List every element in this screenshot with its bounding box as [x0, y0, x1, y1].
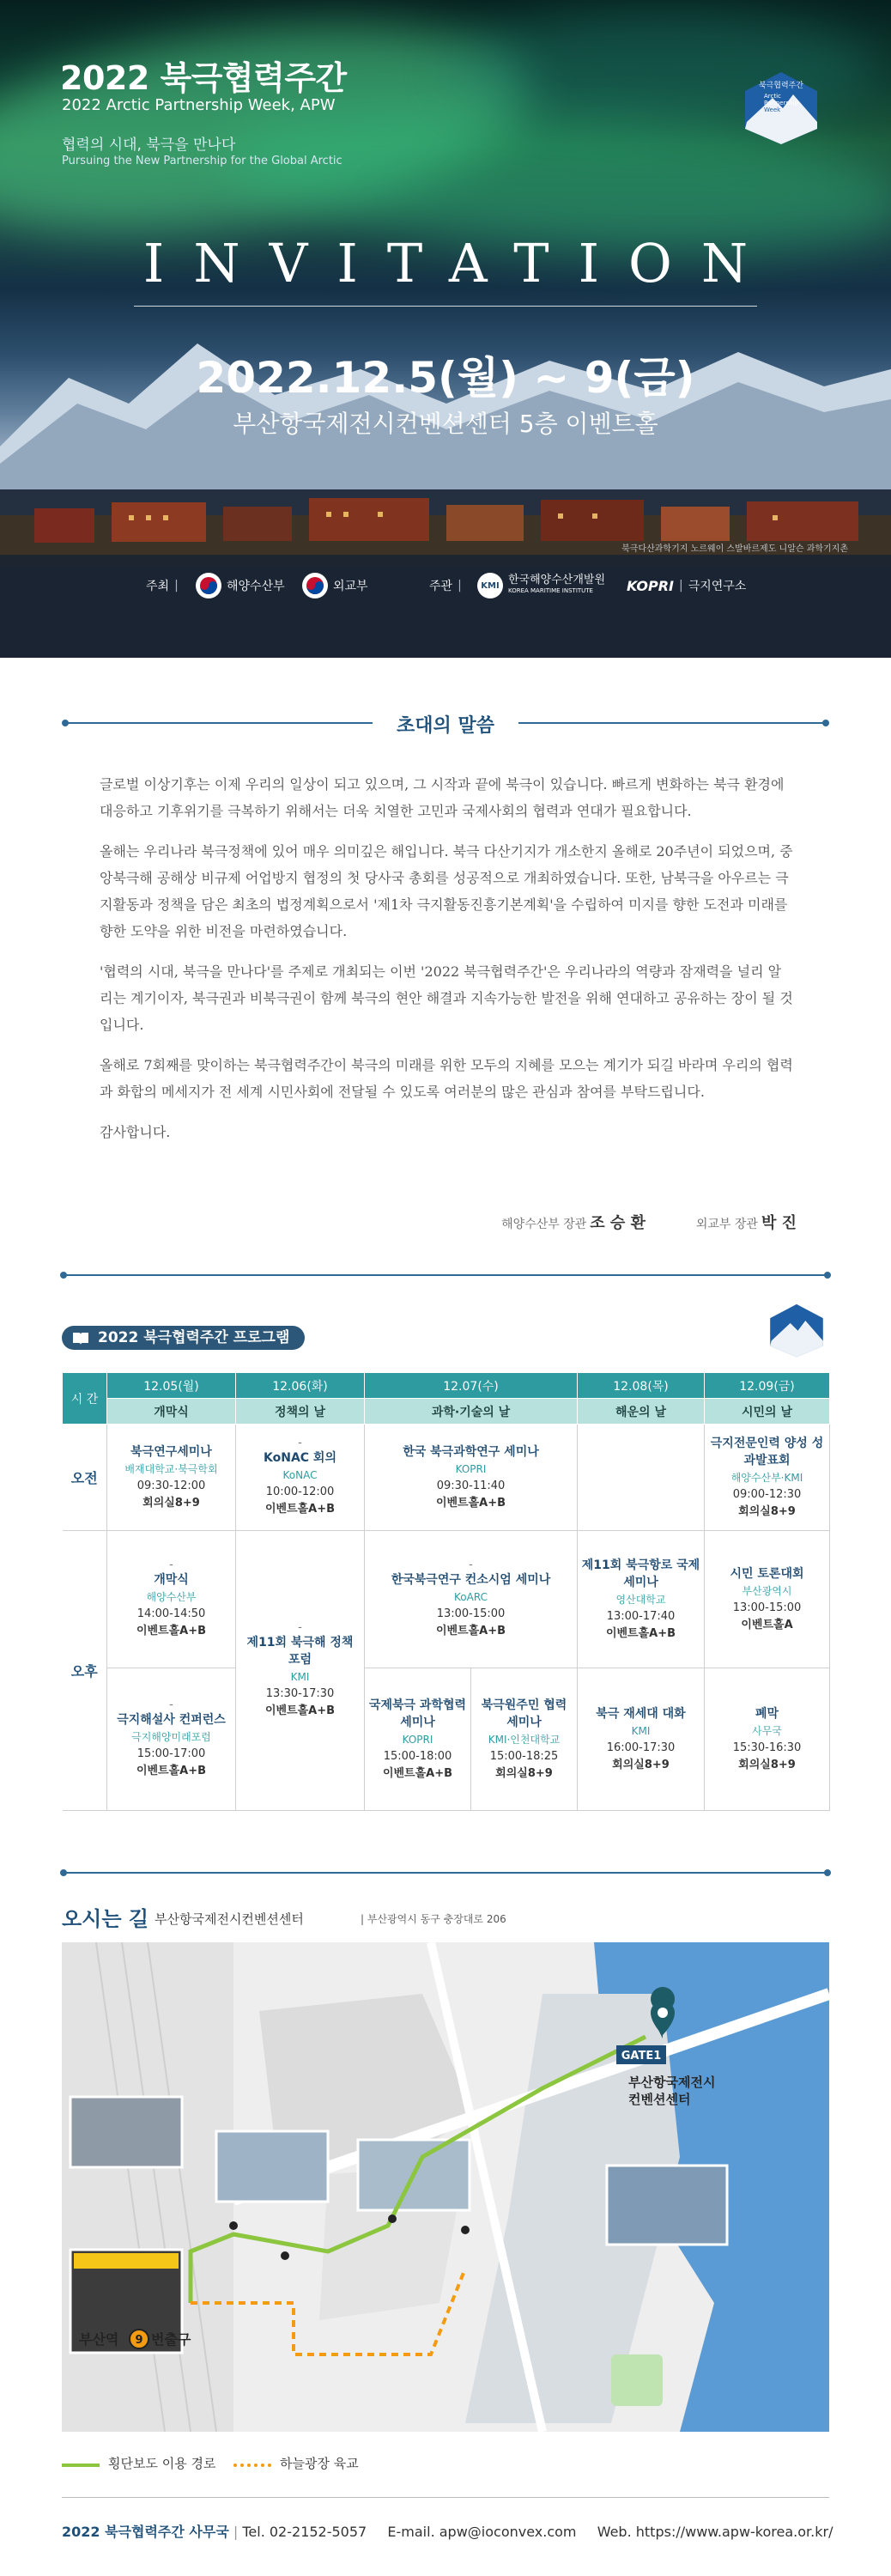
event-title: 시민 토론대회: [730, 1566, 804, 1581]
logo-text-1: Arctic: [764, 93, 781, 100]
event-title: 극지전문인력 양성 성과발표회: [710, 1436, 824, 1467]
organizer-kmi: [477, 568, 605, 603]
organizer-label: 주관 |: [429, 579, 462, 593]
event-time: 09:00-12:30: [732, 1487, 802, 1501]
venue-label-1: 부산항국제전시: [628, 2075, 716, 2090]
event-organizer: KMI·인천대학교: [488, 1733, 561, 1746]
korea-emblem-icon: [302, 573, 328, 598]
event-cell: [236, 1531, 365, 1811]
event-room: 회의실8+9: [738, 1504, 796, 1518]
greeting-paragraph: 올해로 7회째를 맞이하는 북극협력주간이 북극의 미래를 위한 모두의 지혜를 모으는 계기가 되길 바라며 우리의 협력과 화합의 메세지가 전 세계 시민사회에 전달될 수 있도록 여러분의 많은 관심과 참여를 부탁드립니다.: [100, 1057, 793, 1100]
legend-crosswalk-label: 횡단보도 이용 경로: [108, 2456, 216, 2471]
event-room: 회의실8+9: [142, 1496, 200, 1510]
event-room: 이벤트홀A+B: [136, 1624, 207, 1637]
event-organizer: KOPRI: [455, 1462, 487, 1475]
event-time: 13:30-17:30: [265, 1686, 335, 1700]
gate-label: GATE1: [621, 2050, 662, 2063]
exit-number: 9: [135, 2334, 143, 2347]
logo-text-ko: 북극협력주간: [758, 82, 804, 90]
event-title: 극지해설사 컨퍼런스: [117, 1712, 226, 1727]
event-room: 회의실8+9: [612, 1758, 670, 1771]
day-date: 12.09(금): [705, 1373, 830, 1399]
host-1-name: 해양수산부: [227, 580, 285, 593]
signer-1-title: 해양수산부 장관: [501, 1218, 587, 1231]
event-room: 이벤트홀A+B: [382, 1766, 453, 1780]
host-mof: [196, 568, 285, 603]
photo-credit: 북극다산과학기지 노르웨이 스발바르제도 니알슨 과학기지촌: [621, 544, 848, 554]
dash: -: [298, 1620, 302, 1634]
event-cell: [705, 1668, 830, 1811]
legend-skybridge-swatch: [233, 2464, 271, 2467]
event-room: 회의실8+9: [738, 1758, 796, 1771]
event-organizer: KMI: [631, 1724, 651, 1737]
day-theme: 개막식: [107, 1399, 236, 1425]
event-title: 제11회 북극해 정책 포럼: [246, 1635, 354, 1667]
event-cell: [471, 1668, 578, 1811]
dash: -: [298, 1436, 302, 1449]
event-cell: [107, 1425, 236, 1531]
greeting-title: 초대의 말씀: [397, 715, 494, 737]
day-theme: 과학·기술의 날: [365, 1399, 578, 1425]
apw-logo-small: [764, 1302, 829, 1358]
event-time: 14:00-14:50: [136, 1607, 206, 1620]
apw-logo: [738, 69, 824, 146]
event-cell: [705, 1531, 830, 1668]
event-title-english: 2022 Arctic Partnership Week, APW: [62, 96, 336, 114]
organizer-kopri: KOPRI | 극지연구소: [627, 577, 747, 594]
event-title: KoNAC 회의: [264, 1450, 336, 1465]
event-time: 13:00-15:00: [436, 1607, 506, 1620]
book-icon: [72, 1330, 89, 1346]
event-organizer: 사무국: [752, 1724, 782, 1737]
organizer-1-text: [508, 574, 605, 597]
event-time: 15:00-17:00: [136, 1747, 206, 1760]
location-map[interactable]: [62, 1942, 829, 2432]
logo-text-2: Partnership: [764, 100, 798, 106]
event-room: 이벤트홀A: [741, 1618, 793, 1631]
event-time: 15:00-18:25: [489, 1749, 559, 1763]
korea-emblem-icon: [196, 573, 221, 598]
greeting-paragraph: 감사합니다.: [100, 1124, 171, 1140]
event-title: 2022 북극협력주간: [60, 59, 347, 97]
day-date: 12.07(수): [365, 1373, 578, 1399]
host-label-text: 주최: [146, 580, 170, 593]
pm-label: 오후: [63, 1531, 107, 1811]
organizer-2-name: 극지연구소: [688, 580, 747, 593]
program-title-pill: [62, 1326, 305, 1350]
event-time: 13:00-17:40: [606, 1609, 676, 1623]
event-organizer: 부산광역시: [742, 1584, 792, 1597]
event-organizer: KoARC: [454, 1590, 488, 1603]
dash: -: [169, 1698, 173, 1711]
host-label: 주최 |: [146, 579, 179, 593]
event-time: 10:00-12:00: [265, 1485, 335, 1498]
signer-2-name: 박 진: [761, 1214, 797, 1232]
event-title: 개막식: [154, 1572, 189, 1587]
event-cell: [705, 1425, 830, 1531]
hero-banner: [0, 0, 891, 658]
footer-divider: [62, 2497, 829, 2498]
event-organizer: KMI: [290, 1670, 310, 1683]
event-cell: [107, 1531, 236, 1668]
event-title: 제11회 북극항로 국제세미나: [581, 1558, 700, 1589]
event-title: 북극연구세미나: [130, 1444, 212, 1459]
am-label: 오전: [63, 1425, 107, 1531]
day-theme: 정책의 날: [236, 1399, 365, 1425]
exit-suffix: 번출구: [151, 2331, 191, 2348]
greeting-paragraph: 글로벌 이상기후는 이제 우리의 일상이 되고 있으며, 그 시작과 끝에 북극이 있습니다. 빠르게 변화하는 북극 환경에 대응하고 기후위기를 극복하기 위해서는 더욱 치열한 고민과 국제사회의 협력과 연대가 필요합니다.: [100, 776, 785, 819]
event-organizer: 극지해양미래포럼: [131, 1730, 211, 1743]
event-organizer: 배재대학교·북극학회: [124, 1462, 218, 1475]
host-organizer-row: [0, 568, 891, 603]
greeting-body: [100, 771, 793, 1159]
event-organizer: 해양수산부·KMI: [730, 1471, 803, 1484]
time-header: 시 간: [63, 1373, 107, 1425]
organizer-1-name: 한국해양수산개발원: [508, 574, 606, 586]
event-cell: [578, 1531, 705, 1668]
event-organizer: 영산대학교: [615, 1593, 666, 1606]
day-date: 12.08(목): [578, 1373, 705, 1399]
dash: -: [169, 1558, 173, 1571]
footer-tel: Tel. 02-2152-5057: [242, 2524, 367, 2540]
day-date: 12.05(월): [107, 1373, 236, 1399]
event-tagline: 협력의 시대, 북극을 만나다: [62, 137, 236, 154]
day-date: 12.06(화): [236, 1373, 365, 1399]
footer-contact: 2022 북극협력주간 사무국 | Tel. 02-2152-5057 E-mail. apw@ioconvex.com Web. https://www.apw-korea.or.kr/: [62, 2524, 833, 2540]
signer-2-title: 외교부 장관: [695, 1218, 758, 1231]
event-title: 북극원주민 협력 세미나: [481, 1698, 567, 1729]
event-cell: [365, 1531, 578, 1668]
section-divider: [62, 1872, 829, 1874]
event-time: 09:30-12:00: [136, 1479, 206, 1492]
event-title: 한국북극연구 컨소시엄 세미나: [391, 1572, 551, 1587]
heading-divider: [134, 306, 757, 307]
map-graphic: [62, 1942, 829, 2432]
event-room: 이벤트홀A+B: [136, 1764, 207, 1777]
host-mofa: [302, 568, 368, 603]
event-room: 이벤트홀A+B: [435, 1624, 506, 1637]
event-cell: [236, 1425, 365, 1531]
event-time: 09:30-11:40: [436, 1479, 506, 1492]
event-date: 2022.12.5(월) ~ 9(금): [196, 353, 695, 403]
invitation-heading: INVITATION: [142, 232, 778, 295]
program-schedule-table: [62, 1372, 830, 1811]
event-room: 이벤트홀A+B: [264, 1704, 336, 1717]
event-venue: 부산항국제전시컨벤션센터 5층 이벤트홀: [233, 410, 658, 438]
logo-text-3: Week: [764, 106, 781, 113]
day-theme: 해운의 날: [578, 1399, 705, 1425]
signers: [501, 1211, 797, 1233]
footer-email[interactable]: E-mail. apw@ioconvex.com: [387, 2524, 577, 2540]
event-time: 15:30-16:30: [732, 1741, 802, 1754]
venue-label-2: 컨벤션센터: [628, 2092, 691, 2107]
kopri-logo-icon: KOPRI: [627, 577, 674, 594]
event-cell: [365, 1425, 578, 1531]
program-title: 2022 북극협력주간 프로그램: [98, 1329, 290, 1346]
event-organizer: 해양수산부: [146, 1590, 197, 1603]
greeting-section-header: [62, 711, 829, 737]
event-cell: [365, 1668, 471, 1811]
directions-title: 오시는 길: [62, 1907, 149, 1931]
event-title: 국제북극 과학협력 세미나: [368, 1698, 467, 1729]
event-organizer: KOPRI: [402, 1733, 433, 1746]
legend-skybridge-label: 하늘광장 육교: [280, 2456, 359, 2471]
map-legend: [62, 2454, 829, 2475]
signer-1-name: 조 승 환: [590, 1214, 646, 1232]
event-organizer: KoNAC: [282, 1468, 318, 1481]
event-time: 16:00-17:30: [606, 1741, 676, 1754]
organizer-1-name-en: KOREA MARITIME INSTITUTE: [508, 587, 593, 594]
program-header: [62, 1326, 829, 1352]
directions-venue: 부산항국제전시컨벤션센터: [155, 1911, 304, 1927]
legend-crosswalk-swatch: [62, 2464, 100, 2467]
greeting-paragraph: '협력의 시대, 북극을 만나다'를 주제로 개최되는 이번 '2022 북극협력주간'은 우리나라의 역량과 잠재력을 널리 알리는 계기이자, 북극권과 비북극권이 함께 북극의 현안 해결과 지속가능한 발전을 위해 연대하고 공유하는 장이 될 것입니다.: [100, 963, 793, 1033]
footer-web-link[interactable]: Web. https://www.apw-korea.or.kr/: [597, 2524, 833, 2540]
event-cell: [578, 1668, 705, 1811]
directions-address: | 부산광역시 동구 충장대로 206: [361, 1913, 506, 1925]
dash: -: [469, 1558, 473, 1571]
organizer-label-text: 주관: [429, 580, 453, 593]
event-title: 북극 재세대 대화: [596, 1706, 686, 1721]
event-cell-empty: [578, 1425, 705, 1531]
footer-org: 2022 북극협력주간 사무국: [62, 2524, 229, 2540]
greeting-paragraph: 올해는 우리나라 북극정책에 있어 매우 의미깊은 해입니다. 북극 다산기지가 개소한지 올해로 20주년이 되었으며, 중앙북극해 공해상 비규제 어업방지 협정의 첫 당사국 총회를 성공적으로 개최하였습니다. 또한, 남북극을 아우르는 극지활동과 정책을 담은 최초의 법정계획으로서 '제1차 극지활동진흥기본계획'을 수립하여 미지를 향한 도전과 미래를 향한 도약을 위한 비전을 마련하였습니다.: [100, 843, 793, 939]
event-cell: [107, 1668, 236, 1811]
host-2-name: 외교부: [333, 580, 368, 593]
event-title: 한국 북극과학연구 세미나: [403, 1444, 539, 1459]
event-room: 회의실8+9: [495, 1766, 553, 1780]
event-tagline-english: Pursuing the New Partnership for the Global Arctic: [62, 155, 342, 167]
event-time: 15:00-18:00: [383, 1749, 452, 1763]
event-title: 폐막: [755, 1706, 779, 1721]
event-room: 이벤트홀A+B: [435, 1496, 506, 1510]
day-theme: 시민의 날: [705, 1399, 830, 1425]
section-divider: [62, 1274, 829, 1276]
event-room: 이벤트홀A+B: [264, 1502, 336, 1516]
address-text: 부산광역시 동구 충장대로 206: [367, 1913, 506, 1925]
kmi-logo-icon: KMI: [477, 573, 503, 598]
station-label: 부산역: [79, 2331, 119, 2348]
event-room: 이벤트홀A+B: [605, 1626, 676, 1640]
event-time: 13:00-15:00: [732, 1601, 802, 1614]
